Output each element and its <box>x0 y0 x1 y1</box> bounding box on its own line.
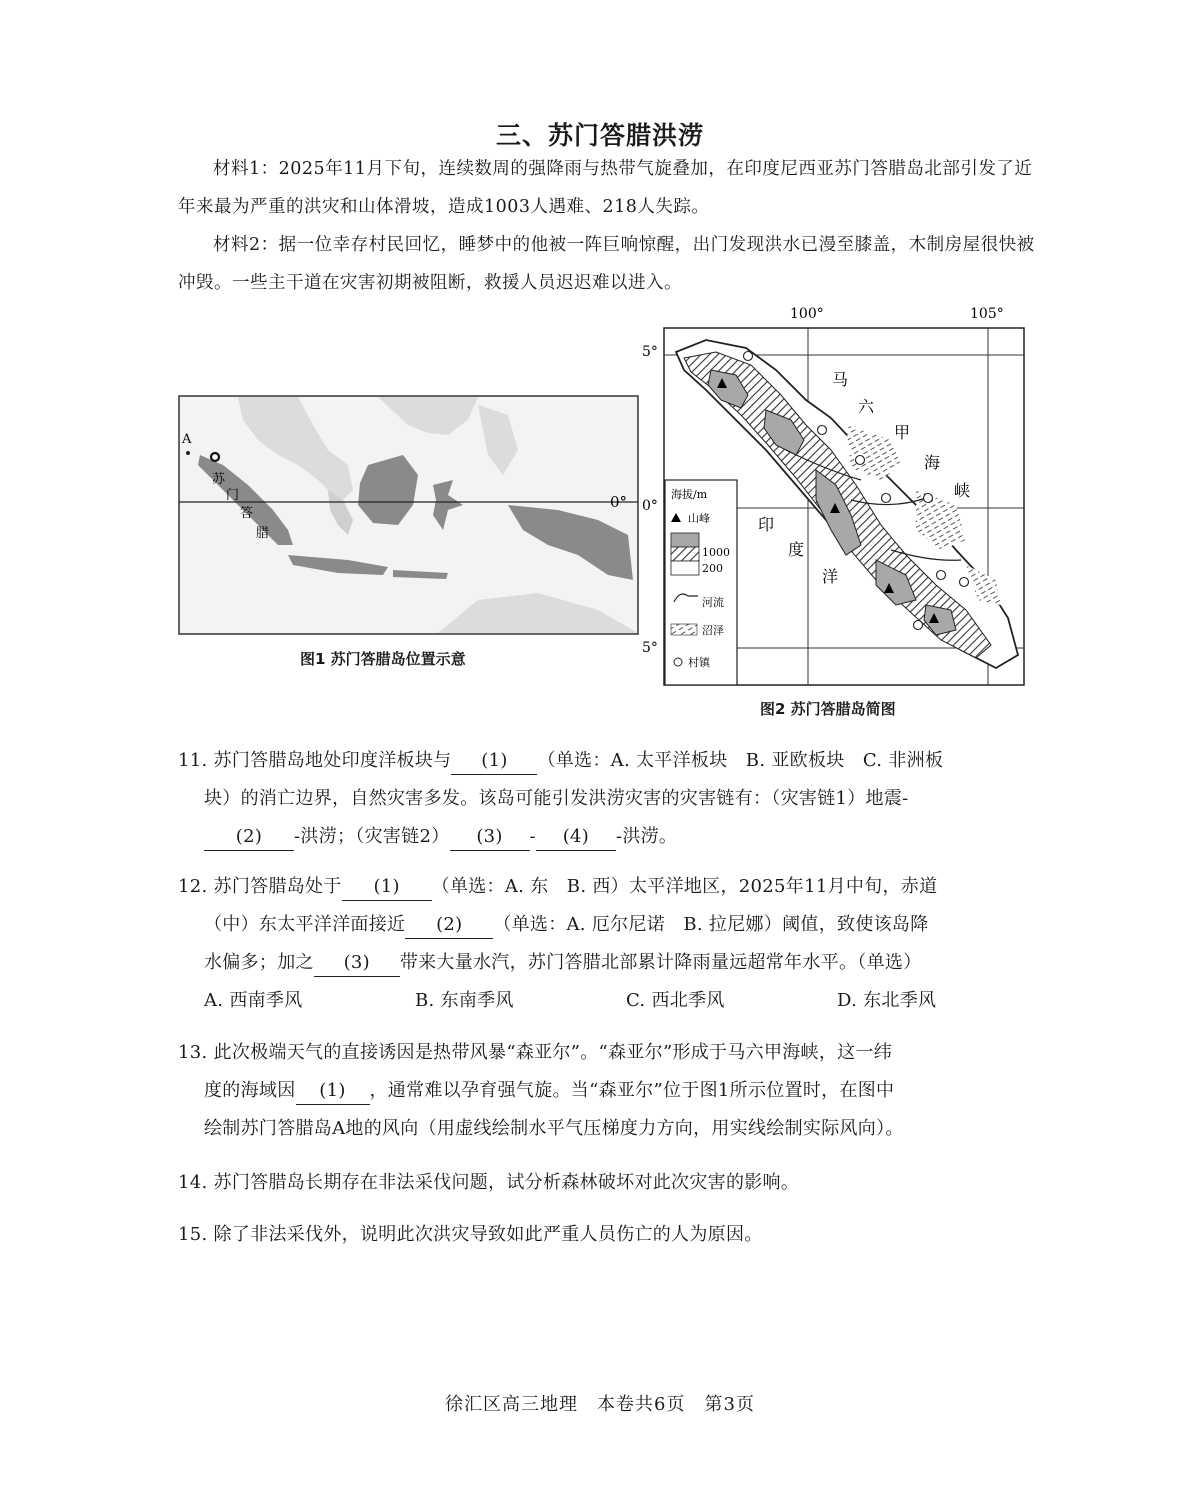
q12-options <box>178 982 1048 1020</box>
q11-text-1: 11. 苏门答腊岛地处印度洋板块与 <box>178 750 452 771</box>
q12-text-4: （单选：A. 厄尔尼诺 B. 拉尼娜）阈值，致使该岛降 <box>493 914 929 935</box>
q13-blank-1[interactable]: (1) <box>296 1078 370 1105</box>
q11-text-5: - <box>529 826 536 847</box>
legend-elev-high-swatch <box>671 533 699 547</box>
section-title: 三、苏门答腊洪涝 <box>495 121 704 150</box>
q12-text-6: 带来大量水汽，苏门答腊北部累计降雨量远超常年水平。（单选） <box>399 952 922 973</box>
island-label-1: 门 <box>226 488 240 503</box>
town-2 <box>818 426 827 435</box>
material-2: 材料2：据一位幸存村民回忆，睡梦中的他被一阵巨响惊醒，出门发现洪水已漫至膝盖，木制房屋很快被冲毁。一些主干道在灾害初期被阻断，救援人员迟迟难以进入。 <box>178 235 1035 293</box>
q12-option-d[interactable]: D. 东北季风 <box>837 990 937 1011</box>
question-14 <box>178 1164 1048 1202</box>
sea-label-3: 海 <box>924 453 941 472</box>
page-footer: 徐汇区高三地理 本卷共6页 第3页 <box>445 1394 755 1415</box>
legend-elev-mid-swatch <box>671 547 699 561</box>
legend-box <box>665 480 737 685</box>
island-label-0: 苏 <box>212 472 226 487</box>
sea-label-4: 峡 <box>954 481 971 500</box>
figure-2-map <box>636 300 1031 688</box>
legend-title: 海拔/m <box>671 488 708 501</box>
legend-peak-label: 山峰 <box>688 512 710 525</box>
legend-elev-low-swatch <box>671 561 699 575</box>
sea-label-2: 甲 <box>894 423 911 442</box>
town-3 <box>856 456 865 465</box>
question-13 <box>178 1034 1048 1148</box>
q11-blank-4[interactable]: (4) <box>536 824 616 851</box>
q14-text: 14. 苏门答腊岛长期存在非法采伐问题，试分析森林破坏对此次灾害的影响。 <box>178 1172 800 1193</box>
island-label-3: 腊 <box>256 526 270 541</box>
q13-text-4: 绘制苏门答腊岛A地的风向（用虚线绘制水平气压梯度力方向，用实线绘制实际风向）。 <box>204 1118 904 1139</box>
legend-elev-200: 200 <box>702 562 723 575</box>
q12-option-a[interactable]: A. 西南季风 <box>204 990 303 1011</box>
legend <box>665 480 737 685</box>
q11-text-4: -洪涝；（灾害链2） <box>294 826 450 847</box>
q13-text-3: ，通常难以孕育强气旋。当“森亚尔”位于图1所示位置时，在图中 <box>369 1080 895 1101</box>
town-8 <box>914 621 923 630</box>
q13-text-1: 13. 此次极端天气的直接诱因是热带风暴“森亚尔”。“森亚尔”形成于马六甲海峡，这一纬 <box>178 1042 893 1063</box>
q11-blank-2[interactable]: (2) <box>204 824 294 851</box>
figure-2-caption: 图2 苏门答腊岛简图 <box>760 700 896 718</box>
q12-blank-3[interactable]: (3) <box>314 950 400 977</box>
lat-label-0: 0° <box>642 498 658 514</box>
point-a-marker <box>186 451 190 455</box>
legend-elev-1000: 1000 <box>702 546 730 559</box>
figure-1-map <box>178 395 640 640</box>
figure-1-caption: 图1 苏门答腊岛位置示意 <box>300 650 466 668</box>
q11-text-6: -洪涝。 <box>615 826 678 847</box>
q11-blank-3[interactable]: (3) <box>450 824 530 851</box>
legend-swamp-swatch <box>671 624 697 635</box>
material-1: 材料1：2025年11月下旬，连续数周的强降雨与热带气旋叠加，在印度尼西亚苏门答腊岛北部引发了近年来最为严重的洪灾和山体滑坡，造成1003人遇难、218人失踪。 <box>178 159 1033 217</box>
q11-text-2: （单选：A. 太平洋板块 B. 亚欧板块 C. 非洲板 <box>537 750 944 771</box>
lon-label-100: 100° <box>790 306 824 322</box>
materials <box>178 150 1048 302</box>
legend-swamp-label: 沼泽 <box>702 624 724 637</box>
town-4 <box>882 494 891 503</box>
q12-text-3: （中）东太平洋洋面接近 <box>204 914 406 935</box>
equator-label: 0° <box>610 493 628 511</box>
q13-text-2: 度的海域因 <box>204 1080 296 1101</box>
town-5 <box>924 494 933 503</box>
q12-blank-2[interactable]: (2) <box>405 912 493 939</box>
q12-blank-1[interactable]: (1) <box>342 874 432 901</box>
q12-option-c[interactable]: C. 西北季风 <box>626 990 725 1011</box>
lat-label-5n: 5° <box>642 344 658 360</box>
ocean-label-1: 度 <box>788 540 805 559</box>
town-7 <box>960 578 969 587</box>
q15-text: 15. 除了非法采伐外，说明此次洪灾导致如此严重人员伤亡的人为原因。 <box>178 1224 763 1245</box>
ocean-label-0: 印 <box>758 515 775 534</box>
q12-option-b[interactable]: B. 东南季风 <box>415 990 514 1011</box>
sea-label-1: 六 <box>858 397 875 416</box>
town-1 <box>744 352 753 361</box>
q12-text-2: （单选：A. 东 B. 西）太平洋地区，2025年11月中旬，赤道 <box>431 876 938 897</box>
legend-river-label: 河流 <box>702 596 724 609</box>
legend-town-label: 村镇 <box>688 656 710 669</box>
question-15 <box>178 1216 1048 1254</box>
lat-label-5s: 5° <box>642 640 658 656</box>
town-6 <box>937 571 946 580</box>
question-12 <box>178 868 1048 1020</box>
point-a-label: A <box>182 432 192 447</box>
q12-text-1: 12. 苏门答腊岛处于 <box>178 876 342 897</box>
ocean-label-2: 洋 <box>822 567 839 586</box>
q12-text-5: 水偏多；加之 <box>204 952 314 973</box>
q11-blank-1[interactable]: (1) <box>451 748 537 775</box>
sea-label-0: 马 <box>832 370 849 389</box>
q11-text-3: 块）的消亡边界，自然灾害多发。该岛可能引发洪涝灾害的灾害链有：（灾害链1）地震- <box>204 788 909 809</box>
legend-town-icon <box>674 658 682 666</box>
island-label-2: 答 <box>240 506 254 521</box>
lon-label-105: 105° <box>970 306 1004 322</box>
question-11 <box>178 742 1048 856</box>
